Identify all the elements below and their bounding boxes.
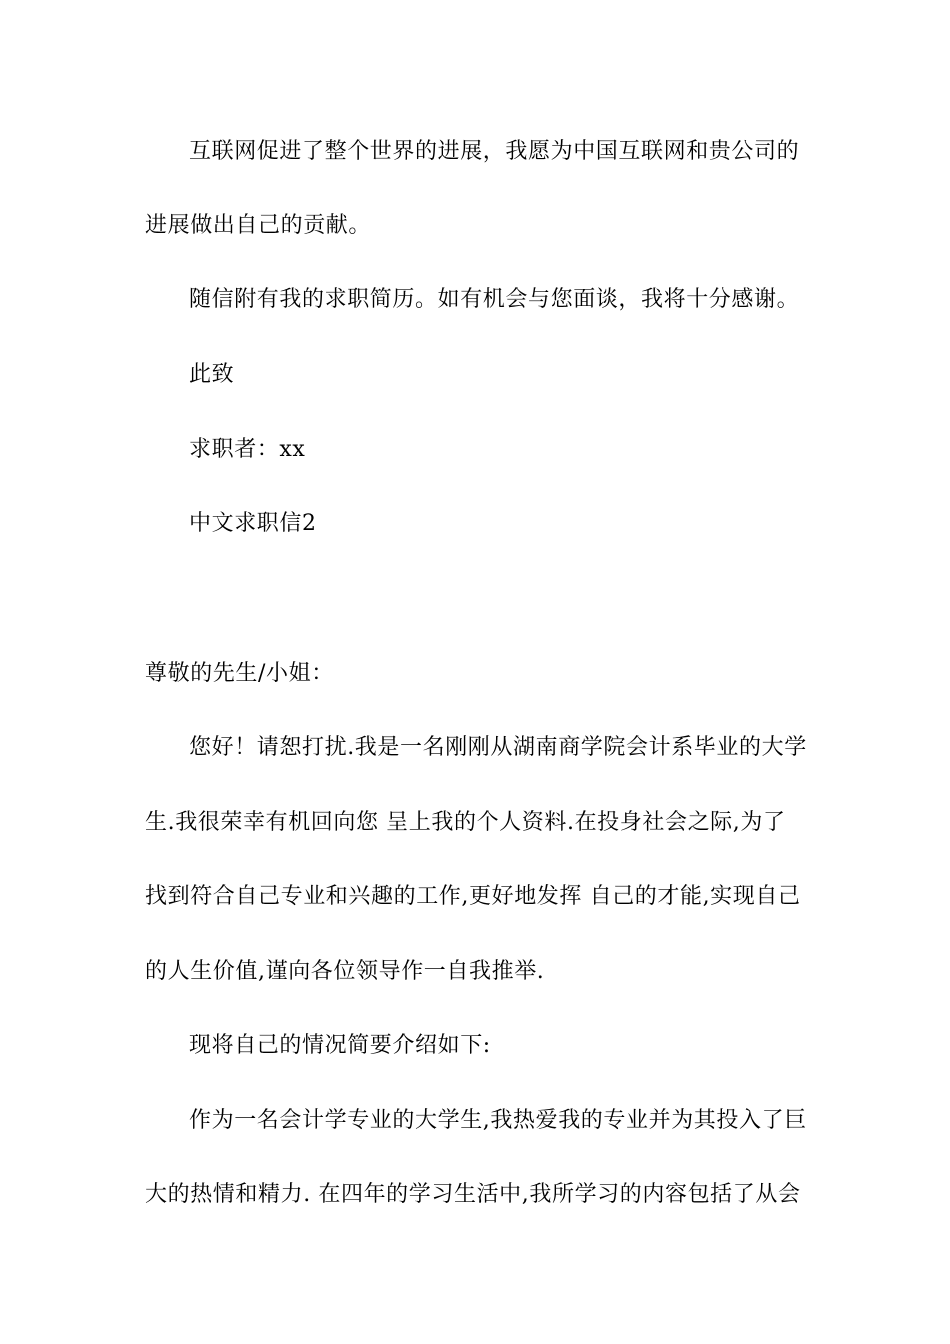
closing-salutation: 此致 xyxy=(189,362,235,387)
paragraph-line: 现将自己的情况简要介绍如下: xyxy=(189,1033,491,1058)
paragraph-line: 随信附有我的求职简历。如有机会与您面谈，我将十分感谢。 xyxy=(189,287,800,312)
paragraph-line: 进展做出自己的贡献。 xyxy=(145,213,372,238)
paragraph-line: 作为一名会计学专业的大学生,我热爱我的专业并为其投入了巨 xyxy=(189,1108,807,1133)
paragraph-line: 生.我很荣幸有机回向您 呈上我的个人资料.在投身社会之际,为了 xyxy=(145,810,786,835)
signature-line: 求职者：xx xyxy=(189,437,306,462)
greeting: 尊敬的先生/小姐： xyxy=(145,661,334,686)
paragraph-line: 互联网促进了整个世界的进展，我愿为中国互联网和贵公司的 xyxy=(189,139,800,164)
paragraph-line: 的人生价值,谨向各位领导作一自我推举. xyxy=(145,959,545,984)
paragraph-line: 您好！请恕打扰.我是一名刚刚从湖南商学院会计系毕业的大学 xyxy=(189,735,807,760)
paragraph-line: 找到符合自己专业和兴趣的工作,更好地发挥 自己的才能,实现自己 xyxy=(145,884,801,909)
paragraph-line: 大的热情和精力. 在四年的学习生活中,我所学习的内容包括了从会 xyxy=(145,1182,801,1207)
section-heading: 中文求职信2 xyxy=(189,511,317,536)
